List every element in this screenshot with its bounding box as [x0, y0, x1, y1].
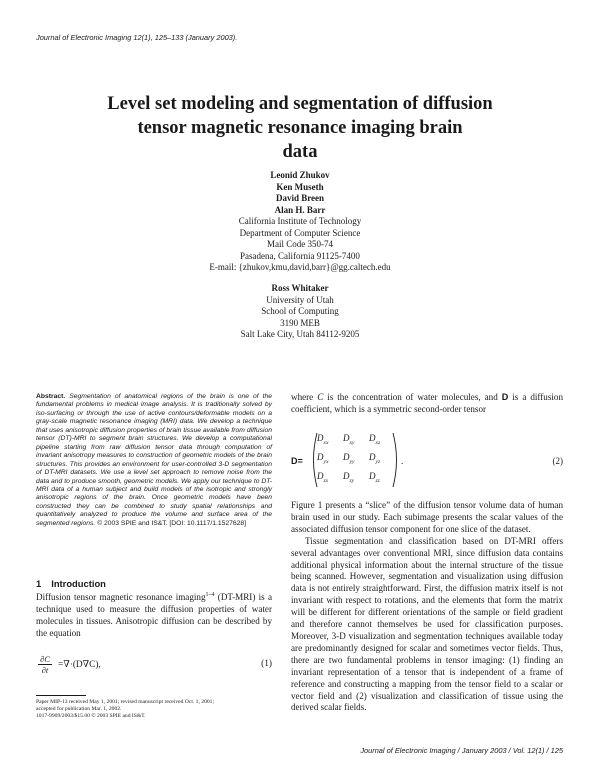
matrix-cell: $D_{xx}$ [317, 433, 329, 446]
citation-sup: 1–4 [205, 591, 215, 598]
abstract-label: Abstract. [36, 393, 66, 400]
intro-text: Diffusion tensor magnetic resonance imaging [36, 592, 206, 602]
abstract [36, 393, 272, 528]
eq2-number: (2) [552, 456, 563, 466]
equation-2 [291, 430, 563, 494]
right-body [291, 500, 563, 714]
var-d: D [501, 392, 509, 402]
footnote-line: accepted for publication Mar. 1, 2002. [36, 706, 122, 713]
section-number: 1 [36, 578, 42, 589]
var-c: C [317, 392, 324, 402]
eq1-fraction [38, 654, 52, 675]
matrix-cell: $D_{yx}$ [317, 452, 329, 465]
intro-text-cont: (DT-MRI) is a technique used to measure the diffusion properties of water molecules in tissues. Anisotropic diffusion can be described by the equation [36, 592, 272, 638]
author-name: David Breen [275, 193, 325, 203]
text: is a diffusion coefficient, which is a symmetric second-order tensor [291, 392, 563, 414]
author-block-utah [0, 283, 600, 341]
journal-header: Journal of Electronic Imaging 12(1), 125–133 (January 2003). [36, 33, 238, 42]
author-name: Ross Whitaker [271, 283, 329, 293]
eq2-period: . [401, 456, 404, 466]
matrix-cell: $D_{zy}$ [343, 471, 355, 484]
author-name: Ken Museth [276, 181, 324, 192]
affiliation-line: 3190 MEB [280, 317, 320, 328]
affiliation-line: Salt Lake City, Utah 84112-9205 [240, 329, 360, 339]
body-paragraph: Tissue segmentation and classification based on DT-MRI offers several advantages over conventional MRI, since diffusion data contains additional physical information about the internal structure of the tissue being scanned. However, segmentation and visualization using diffusion data is not entirely straightforward. First, the diffusion matrix itself is not invariant with respect to rotations, and the elements that form the matrix will be different for different orientations of the sample or field gradient and therefore cannot themselves be used for classification purposes. Moreover, 3-D visualization and segmentation techniques available today are predominantly designed for scalar and sometimes vector fields. Thus, there are two fundamental problems in tensor imaging: (1) finding an invariant representation of a tensor that is independent of a frame of reference and constructing a mapping from the tensor field to a scalar or vector field and (2) visualization and classification of tissue using the derived scalar fields. [291, 535, 563, 713]
footnote-line: 1017-9909/2003/$15.00 © 2003 SPIE and IS&T. [36, 713, 146, 720]
body-paragraph: Figure 1 presents a “slice” of the diffusion tensor volume data of human brain used in our study. Each subimage presents the scalar values of the associated diffusion tensor component for one slice of the dataset. [291, 500, 563, 534]
title-line-1: Level set modeling and segmentation of diffusion [107, 94, 493, 114]
eq1-rhs: =∇·(D∇C), [58, 660, 101, 670]
text: where [291, 392, 318, 402]
footnote-line: Paper MIP-13 received May 1, 2001; revised manuscript received Oct. 1, 2001; [36, 699, 215, 705]
affiliation-line: Department of Computer Science [239, 227, 361, 238]
affiliation-line: Mail Code 350-74 [267, 239, 333, 249]
right-paren-icon [391, 432, 404, 488]
matrix-cell: $D_{yy}$ [343, 452, 355, 465]
right-intro-paragraph [291, 392, 563, 416]
matrix-cell: $D_{zx}$ [317, 471, 329, 484]
eq1-denominator: ∂t [41, 665, 49, 675]
author-name: Leonid Zhukov [270, 170, 330, 180]
equation-1 [36, 654, 272, 676]
page-footer: Journal of Electronic Imaging / January 2003 / Vol. 12(1) / 125 [360, 746, 563, 755]
footnote [36, 699, 276, 721]
title-line-2: tensor magnetic resonance imaging brain [137, 118, 463, 138]
abstract-doi: [DOI: 10.1117/1.1527628] [169, 519, 247, 527]
abstract-copyright: © 2003 SPIE and IS&T. [97, 519, 168, 527]
matrix-cell: $D_{zz}$ [369, 471, 380, 484]
eq1-number: (1) [261, 659, 272, 669]
email-line: E-mail: {zhukov,kmu,david,barr}@gg.caltech.edu [209, 262, 391, 272]
author-name: Alan H. Barr [274, 204, 326, 215]
matrix-cell: $D_{xy}$ [343, 433, 355, 446]
affiliation-line: University of Utah [266, 294, 334, 305]
affiliation-line: School of Computing [261, 306, 339, 316]
affiliation-line: California Institute of Technology [238, 216, 362, 226]
matrix-cell: $D_{xz}$ [369, 433, 381, 446]
eq1-numerator: ∂C [40, 654, 50, 664]
section-heading [36, 578, 272, 589]
matrix-cell: $D_{yz}$ [369, 452, 381, 465]
section-title: Introduction [51, 578, 106, 589]
author-block-caltech [0, 170, 600, 274]
abstract-text: Segmentation of anatomical regions of the brain is one of the fundamental problems in medical image analysis. It is traditionally solved by iso-surfacing or through the use of active contours/deformable models on a gray-scale magnetic resonance imaging (MRI) data. We develop a technique that uses anisotropic diffusion properties of brain tissue available from diffusion tensor (DT)-MRI to segment brain structures. We develop a computational pipeline starting from raw diffusion tensor data through computation of invariant anisotropy measures to construction of geometric models of the brain structures. This provides an environment for user-controlled 3-D segmentation of DT-MRI datasets. We use a level set approach to remove noise from the data and to produce smooth, geometric models. We apply our technique to DT-MRI data of a human subject and build models of the isotropic and strongly anisotropic regions of the brain. Once geometric models have been constructed they can be combined to study spatial relationships and quantitatively analyzed to produce the volume and surface area of the segmented regions. [36, 393, 272, 527]
affiliation-line: Pasadena, California 91125-7400 [240, 250, 360, 261]
text: is the concentration of water molecules, and [323, 392, 502, 402]
footnote-rule [36, 695, 86, 696]
intro-paragraph [36, 592, 272, 640]
paper-title [40, 92, 560, 164]
title-line-3: data [282, 142, 318, 162]
eq2-lhs: D= [291, 456, 303, 466]
